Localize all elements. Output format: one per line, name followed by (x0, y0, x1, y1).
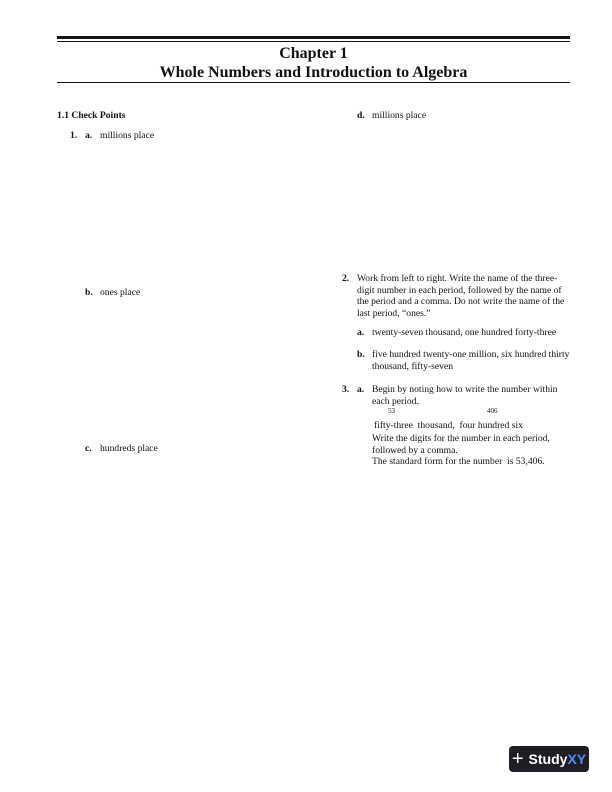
question-1a-answer: millions place (100, 130, 155, 141)
question-1-number: 1. (70, 130, 78, 141)
chapter-number: Chapter 1 (279, 45, 348, 62)
question-1b-letter: b. (85, 287, 93, 298)
question-1d-answer: millions place (372, 110, 427, 121)
question-3a-words: fifty-three thousand, four hundred six (374, 420, 523, 431)
question-2a-letter: a. (357, 327, 365, 338)
annotation-53: 53 (388, 407, 395, 415)
question-1b-answer: ones place (100, 287, 141, 298)
section-heading: 1.1 Check Points (57, 110, 126, 121)
annotation-406: 406 (487, 407, 498, 415)
question-3a-step: Write the digits for the number in each period, followed by a comma. (372, 433, 550, 456)
studyxy-badge[interactable] (509, 746, 589, 772)
question-1a-letter: a. (85, 130, 93, 141)
question-3a-result: The standard form for the number is 53,406. (372, 456, 545, 467)
question-3-number: 3. (342, 384, 350, 395)
header-rule-thin (57, 41, 570, 42)
studyxy-logo-text: StudyXY (528, 751, 587, 767)
question-2-number: 2. (342, 273, 350, 284)
question-1c-letter: c. (85, 443, 92, 454)
plus-icon: + (511, 748, 524, 770)
question-1d-letter: d. (357, 110, 365, 121)
header-rule-thick (57, 36, 570, 39)
question-1c-answer: hundreds place (100, 443, 158, 454)
question-3a-letter: a. (357, 384, 365, 395)
chapter-title: Whole Numbers and Introduction to Algebra (159, 64, 468, 81)
question-2b-letter: b. (357, 349, 365, 360)
question-3a-intro: Begin by noting how to write the number within each period. (372, 384, 558, 407)
question-2a-answer: twenty-seven thousand, one hundred forty-three (372, 327, 557, 338)
question-2-instruction: Work from left to right. Write the name of the three-digit number in each period, followed by the name of the period and a comma. Do not write the name of the last period, “ones.” (357, 273, 565, 319)
title-underline (57, 82, 570, 83)
question-2b-answer: five hundred twenty-one million, six hundred thirty thousand, fifty-seven (372, 349, 570, 372)
